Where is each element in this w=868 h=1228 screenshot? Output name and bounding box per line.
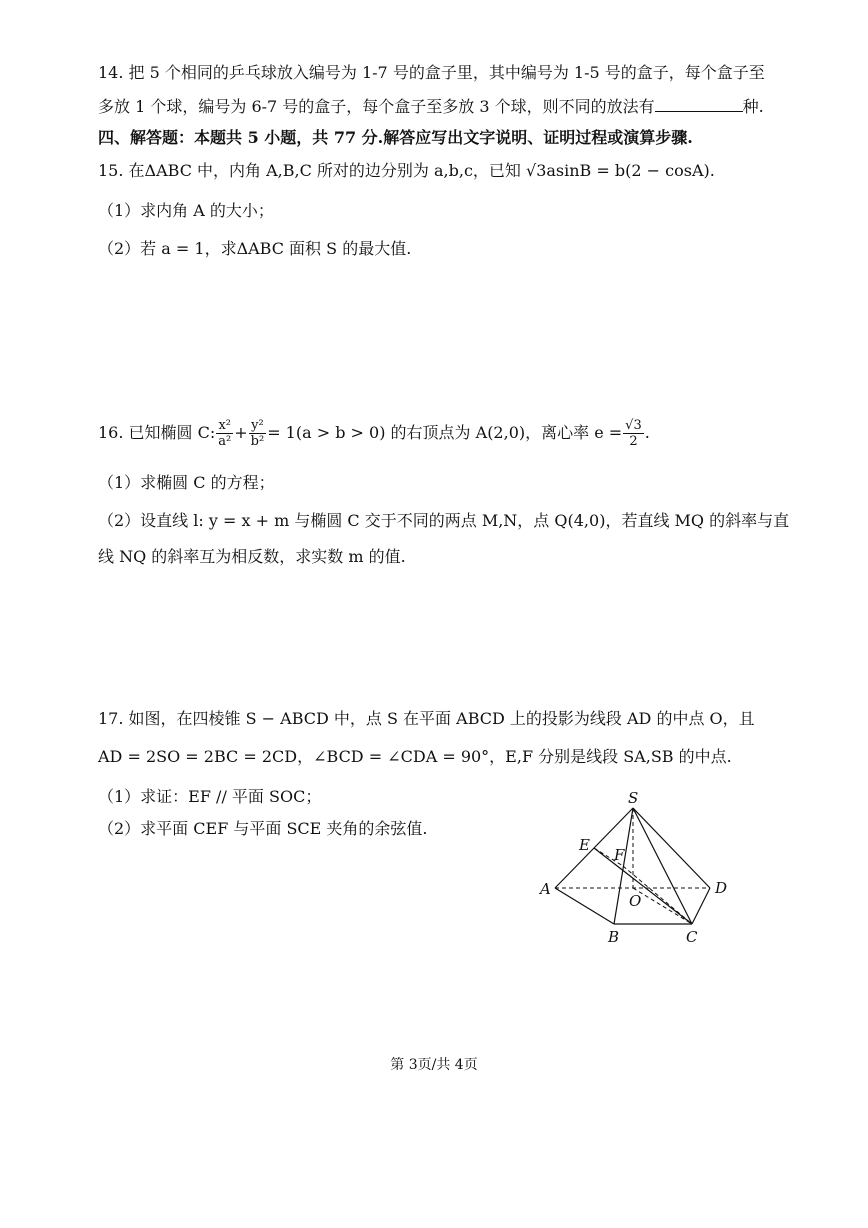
q14-line2 [98, 96, 764, 118]
fraction-x-den: a² [218, 434, 232, 449]
q17-stem-line2: AD = 2SO = 2BC = 2CD，∠BCD = ∠CDA = 90°，E,F 分别是线段 SA,SB 的中点. [98, 747, 732, 766]
q14-line2-end: 种. [742, 97, 764, 116]
fraction-e-num: √3 [625, 418, 642, 433]
fraction-x [216, 418, 233, 449]
q17-part1: （1）求证：EF // 平面 SOC； [98, 787, 322, 806]
label-d: D [715, 879, 728, 897]
label-s: S [628, 789, 639, 807]
q16-stem-mid: = 1(a > b > 0) 的右顶点为 A(2,0)，离心率 e = [267, 423, 623, 442]
label-a: A [540, 880, 551, 898]
q16-stem: 16. 已知椭圆 C: $\frac{\text{x²}}{\text{a²}}$ + $\frac{\text{y²}}{\text{b²}}$ = 1(a > b > 0) 的右顶点为 A(2,0)，离心率 e = $\frac{√3}{2}$ . [98, 418, 650, 449]
q17-part2: （2）求平面 CEF 与平面 SCE 夹角的余弦值. [98, 819, 428, 838]
label-e: E [579, 836, 590, 854]
label-f: F [614, 846, 625, 864]
q15-stem: 15. 在ΔABC 中，内角 A,B,C 所对的边分别为 a,b,c，已知 √3asinB = b(2 − cosA). [98, 161, 715, 180]
edge-ab [555, 888, 614, 924]
section-heading: 四、解答题：本题共 5 小题，共 77 分.解答应写出文字说明、证明过程或演算步骤. [98, 128, 693, 147]
fraction-e [623, 418, 644, 449]
label-b: B [608, 928, 620, 946]
pyramid-figure [530, 788, 740, 950]
edge-sc [633, 808, 692, 924]
q16-part1: （1）求椭圆 C 的方程； [98, 473, 275, 492]
label-o: O [629, 892, 642, 910]
fraction-y-num: y² [251, 418, 264, 433]
q15-part1: （1）求内角 A 的大小； [98, 201, 274, 220]
fraction-e-den: 2 [629, 434, 638, 449]
q14-line2-text: 多放 1 个球，编号为 6-7 号的盒子，每个盒子至多放 3 个球，则不同的放法有 [98, 97, 655, 116]
q17-stem-line1: 17. 如图，在四棱锥 S − ABCD 中，点 S 在平面 ABCD 上的投影为线段 AD 的中点 O，且 [98, 709, 755, 728]
edge-cd [692, 888, 710, 924]
q14-line1: 14. 把 5 个相同的乒乓球放入编号为 1-7 号的盒子里，其中编号为 1-5 号的盒子，每个盒子至 [98, 63, 765, 82]
segment-ec [594, 848, 692, 924]
page-number: 第 3页/共 4页 [390, 1057, 478, 1073]
label-c: C [686, 928, 698, 946]
edge-sd [633, 808, 710, 888]
q16-part2-line1: （2）设直线 l: y = x + m 与椭圆 C 交于不同的两点 M,N，点 Q(4,0)，若直线 MQ 的斜率与直 [98, 511, 790, 530]
fraction-y-den: b² [250, 434, 265, 449]
fraction-x-num: x² [218, 418, 232, 433]
q15-part2: （2）若 a = 1，求ΔABC 面积 S 的最大值. [98, 239, 412, 258]
q16-stem-start: 16. 已知椭圆 C: [98, 423, 216, 442]
q16-part2-line2: 线 NQ 的斜率互为相反数，求实数 m 的值. [98, 547, 406, 566]
fraction-y [249, 418, 267, 449]
answer-blank[interactable] [655, 97, 743, 112]
